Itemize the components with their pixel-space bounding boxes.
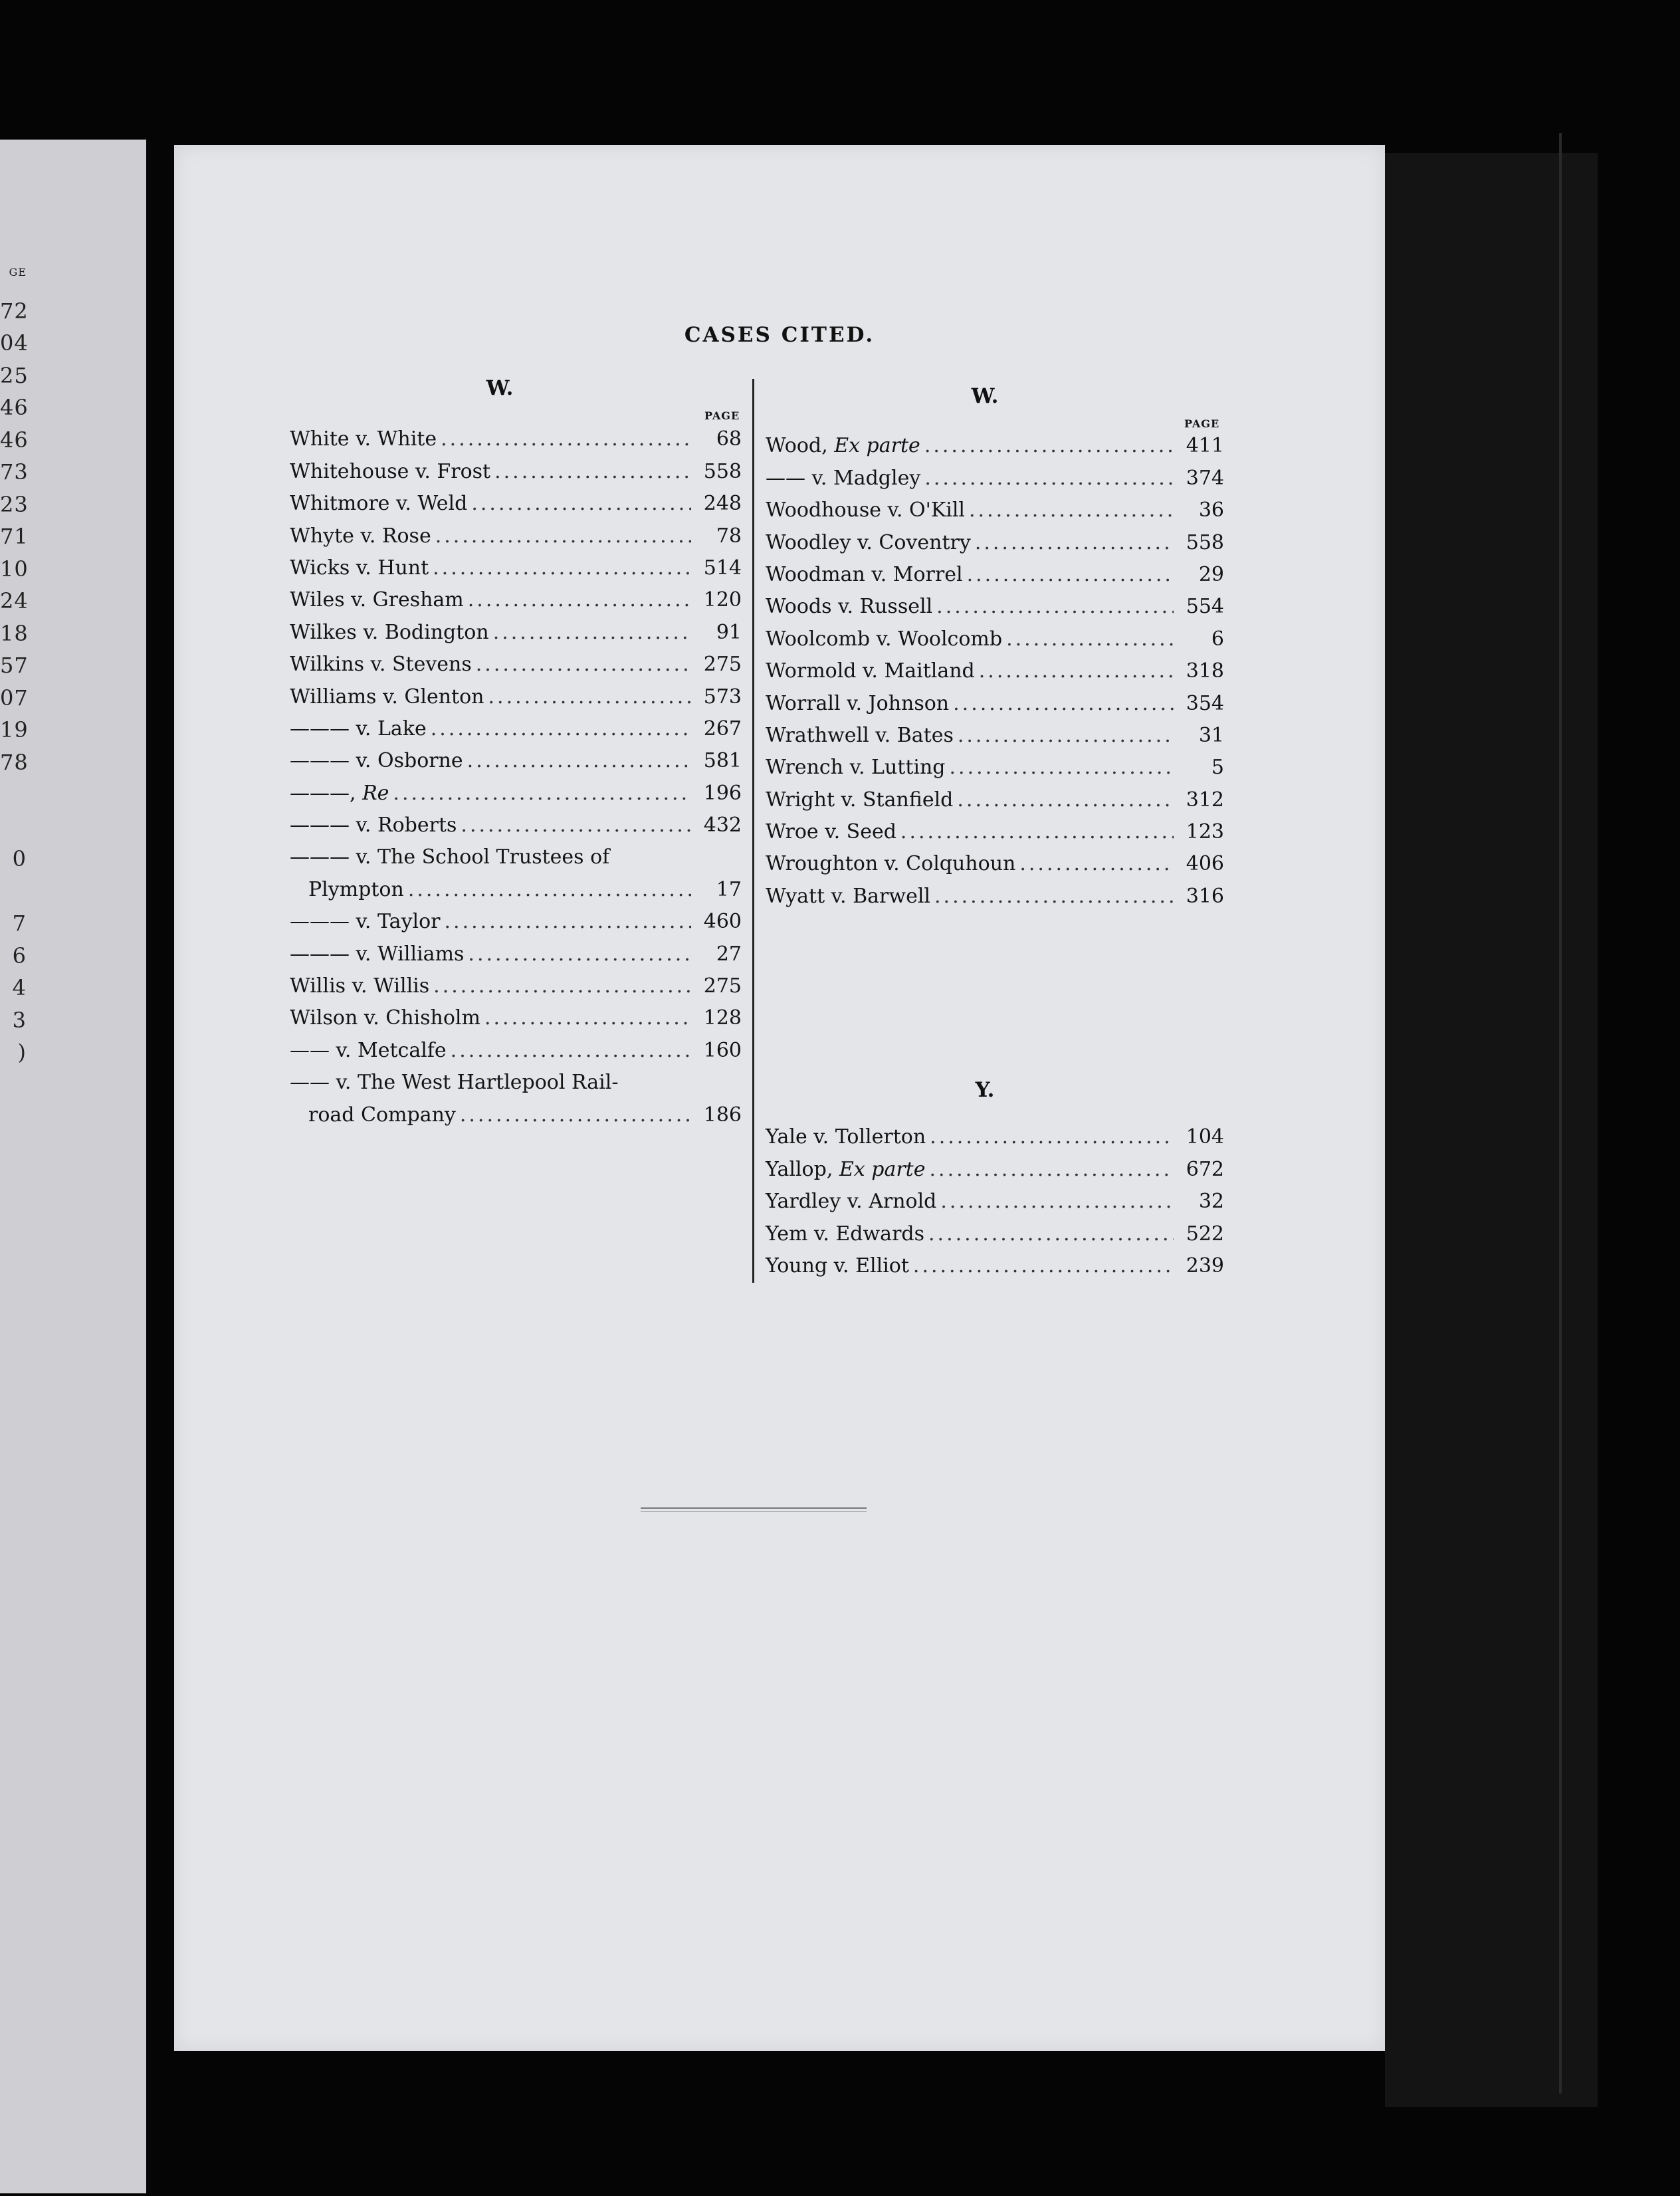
- right-column-entries: [766, 425, 1224, 908]
- case-entry: [290, 740, 742, 772]
- dot-leader: [1019, 854, 1174, 874]
- case-name: [766, 1157, 926, 1181]
- case-name: [766, 1127, 926, 1147]
- case-entry: [766, 1181, 1224, 1213]
- dot-leader: [467, 751, 691, 771]
- page-number: 32: [1198, 1190, 1224, 1214]
- case-entry: [290, 772, 742, 804]
- case-entry: [290, 998, 742, 1030]
- dot-leader: [979, 661, 1174, 681]
- case-name-text: Yallop,: [766, 1157, 839, 1181]
- dot-leader: [934, 887, 1174, 907]
- case-name: [766, 822, 896, 842]
- dot-leader: [930, 1160, 1174, 1180]
- margin-number: 72: [0, 298, 29, 324]
- case-name-text: Plympton: [308, 877, 404, 901]
- case-name: [290, 620, 489, 644]
- dot-leader: [930, 1127, 1174, 1147]
- case-name-text: Wroe v. Seed: [766, 820, 896, 844]
- dot-leader: [433, 976, 691, 996]
- case-entry: [290, 483, 742, 515]
- margin-number: 0: [12, 846, 27, 871]
- case-name: [290, 781, 389, 805]
- case-name: [290, 1038, 447, 1062]
- case-name: [766, 629, 1002, 649]
- margin-number: 6: [12, 942, 27, 968]
- dot-leader: [494, 462, 691, 482]
- page-number: 558: [1186, 530, 1224, 554]
- case-entry: [766, 779, 1224, 811]
- case-name-text: Yardley v. Arnold: [766, 1190, 937, 1214]
- case-name: [766, 723, 954, 747]
- case-name-text: Yem v. Edwards: [766, 1222, 925, 1246]
- case-name-text: Whyte v. Rose: [290, 524, 431, 548]
- case-entry: [290, 515, 742, 547]
- page-number: 248: [703, 492, 742, 516]
- margin-number: 71: [0, 524, 29, 549]
- case-name: [290, 1073, 619, 1093]
- page-number: 186: [703, 1103, 742, 1127]
- page-number: 104: [1186, 1125, 1224, 1149]
- case-entry: [766, 522, 1224, 554]
- case-entry: [290, 644, 742, 676]
- page-number: 29: [1198, 562, 1224, 586]
- case-name: [290, 459, 491, 483]
- margin-number: 3: [12, 1007, 27, 1033]
- case-name-text: Wilson v. Chisholm: [290, 1006, 480, 1030]
- case-name-text: Woodhouse v. O'Kill: [766, 498, 966, 522]
- case-entry: [766, 683, 1224, 714]
- dot-leader: [471, 494, 691, 514]
- case-name: [766, 530, 971, 554]
- case-entry: [766, 1246, 1224, 1277]
- case-entry: [766, 715, 1224, 747]
- page-number: 6: [1211, 627, 1224, 651]
- margin-number: 24: [0, 588, 29, 613]
- page-number: 5: [1211, 756, 1224, 780]
- case-name-text: Williams v. Glenton: [290, 685, 484, 709]
- case-name: [766, 758, 946, 778]
- margin-number: 46: [0, 395, 29, 420]
- dot-leader: [936, 597, 1174, 617]
- margin-number: 18: [0, 620, 29, 646]
- dot-leader: [975, 533, 1174, 553]
- page-number: 31: [1198, 723, 1224, 747]
- case-name-text: Wyatt v. Barwell: [766, 884, 931, 908]
- case-name-italic: Ex parte: [834, 434, 920, 458]
- case-entry: [290, 451, 742, 483]
- case-name-text: ——— v. Lake: [290, 716, 427, 740]
- closing-rule: [641, 1507, 867, 1512]
- case-entry: [290, 580, 742, 611]
- case-entry: [290, 548, 742, 580]
- case-name-text: —— v. Metcalfe: [290, 1038, 447, 1062]
- dot-leader: [1006, 629, 1174, 649]
- page-number: 573: [703, 685, 742, 709]
- case-name: [766, 466, 921, 490]
- case-name-text: Whitehouse v. Frost: [290, 459, 491, 483]
- case-name-text: Wicks v. Hunt: [290, 556, 429, 580]
- page-number: 239: [1186, 1254, 1224, 1277]
- case-entry: [766, 490, 1224, 522]
- case-name-text: —— v. Madgley: [766, 466, 921, 490]
- case-name-text: Yale v. Tollerton: [766, 1125, 926, 1149]
- dot-leader: [468, 590, 691, 610]
- case-name-text: Wrench v. Lutting: [766, 756, 946, 780]
- dot-leader: [967, 565, 1174, 585]
- page-number: 558: [703, 459, 742, 483]
- case-entry: [290, 869, 742, 901]
- case-entry: [766, 747, 1224, 779]
- page-number: 36: [1198, 498, 1224, 522]
- case-name: [766, 691, 950, 715]
- case-name: [290, 429, 437, 449]
- book-page: [174, 145, 1385, 2051]
- page-number: 312: [1186, 788, 1224, 812]
- case-name-text: Woods v. Russell: [766, 595, 933, 619]
- case-name: [290, 716, 427, 740]
- case-name: [290, 1008, 480, 1028]
- right-column-heading: W.: [971, 384, 999, 408]
- dot-leader: [408, 880, 691, 900]
- case-name: [290, 912, 441, 932]
- case-name-text: Wiles v. Gresham: [290, 588, 464, 612]
- case-name-text: ——— v. The School Trustees of: [290, 845, 610, 869]
- dot-leader: [445, 912, 691, 932]
- case-name-text: ——— v. Taylor: [290, 910, 441, 934]
- margin-number: 19: [0, 717, 29, 742]
- case-name-italic: Ex parte: [839, 1157, 926, 1181]
- case-name-text: Wilkes v. Bodington: [290, 620, 489, 644]
- y-section-heading: Y.: [975, 1078, 995, 1102]
- margin-number: 57: [0, 653, 29, 678]
- page-number: 91: [716, 620, 742, 644]
- page-number: 522: [1186, 1222, 1224, 1246]
- case-name-text: road Company: [308, 1103, 456, 1127]
- case-entry: [766, 425, 1224, 457]
- case-name-text: Wroughton v. Colquhoun: [766, 852, 1016, 876]
- case-entry: [766, 586, 1224, 618]
- previous-page-edge: [0, 140, 146, 2193]
- case-entry: [290, 1030, 742, 1061]
- margin-number: ): [17, 1040, 27, 1065]
- margin-number: 7: [12, 911, 27, 936]
- dot-leader: [488, 687, 692, 707]
- case-name: [290, 526, 431, 546]
- margin-number: 07: [0, 685, 29, 711]
- dot-leader: [924, 469, 1174, 489]
- case-entry: [766, 1117, 1224, 1149]
- page-number: 196: [703, 781, 742, 805]
- page-number: 406: [1186, 852, 1224, 876]
- case-name: [290, 847, 609, 867]
- margin-number: 04: [0, 330, 29, 356]
- case-entry: [290, 1062, 742, 1094]
- case-name: [290, 1105, 456, 1125]
- dot-leader: [431, 719, 691, 739]
- case-name: [290, 687, 484, 707]
- dot-leader: [493, 623, 691, 643]
- page-title: CASES CITED.: [684, 323, 875, 347]
- dot-leader: [940, 1192, 1174, 1212]
- case-entry: [290, 837, 742, 869]
- case-name-text: Wilkins v. Stevens: [290, 653, 472, 677]
- case-name-text: Wood,: [766, 434, 835, 458]
- case-name-text: Woodman v. Morrel: [766, 562, 963, 586]
- margin-number: 10: [0, 556, 29, 582]
- left-column-entries: [290, 419, 742, 1127]
- case-name-text: Wrathwell v. Bates: [766, 723, 954, 747]
- case-name: [290, 494, 467, 514]
- case-name-text: Wright v. Stanfield: [766, 788, 954, 812]
- case-name: [766, 436, 920, 456]
- case-entry: [766, 843, 1224, 875]
- case-name: [290, 751, 463, 771]
- case-name: [290, 976, 429, 996]
- case-entry: [290, 419, 742, 451]
- margin-number: 78: [0, 749, 29, 775]
- page-number: 78: [716, 524, 742, 548]
- case-name-text: ——— v. Williams: [290, 942, 465, 966]
- dot-leader: [460, 1105, 691, 1125]
- left-column-heading: W.: [486, 376, 514, 400]
- page-number: 672: [1186, 1157, 1224, 1181]
- case-name: [290, 816, 457, 835]
- case-name: [766, 597, 932, 617]
- case-name-text: Whitmore v. Weld: [290, 492, 468, 516]
- dot-leader: [900, 822, 1174, 842]
- page-number: 275: [703, 653, 742, 677]
- case-name-text: Young v. Elliot: [766, 1254, 909, 1277]
- y-section-entries: [766, 1117, 1224, 1277]
- case-name-italic: Re: [362, 781, 389, 805]
- case-entry: [290, 1094, 742, 1126]
- case-name: [766, 562, 963, 586]
- page-number: 316: [1186, 884, 1224, 908]
- case-entry: [766, 875, 1224, 907]
- dot-leader: [913, 1256, 1174, 1276]
- case-entry: [766, 618, 1224, 650]
- dot-leader: [393, 784, 691, 804]
- case-name: [290, 558, 429, 578]
- case-name: [290, 590, 464, 610]
- case-entry: [766, 1213, 1224, 1245]
- case-entry: [766, 812, 1224, 843]
- dot-leader: [950, 758, 1174, 778]
- page-number: 432: [703, 814, 742, 837]
- case-name-text: Wormold v. Maitland: [766, 659, 975, 683]
- case-entry: [766, 457, 1224, 489]
- case-name-text: —— v. The West Hartlepool Rail-: [290, 1071, 619, 1095]
- dot-leader: [957, 790, 1174, 810]
- case-entry: [290, 676, 742, 708]
- case-name: [766, 1192, 936, 1212]
- page-number: 460: [703, 910, 742, 934]
- dot-leader: [435, 526, 691, 546]
- case-name: [290, 655, 472, 675]
- margin-number: 23: [0, 491, 29, 517]
- case-name: [766, 854, 1015, 874]
- case-entry: [766, 651, 1224, 683]
- case-entry: [290, 966, 742, 998]
- case-name: [766, 790, 953, 810]
- dot-leader: [476, 655, 691, 675]
- case-name: [766, 884, 931, 908]
- case-name: [766, 500, 965, 520]
- case-name: [766, 1224, 924, 1244]
- dot-leader: [468, 944, 691, 964]
- spine-line: [1559, 133, 1562, 2094]
- case-entry: [290, 901, 742, 933]
- dot-leader: [461, 816, 691, 835]
- margin-number: GE: [9, 266, 27, 278]
- case-entry: [290, 611, 742, 643]
- case-entry: [766, 1149, 1224, 1180]
- right-page-label: PAGE: [1184, 417, 1220, 430]
- dot-leader: [928, 1224, 1174, 1244]
- page-number: 128: [703, 1006, 742, 1030]
- page-number: 267: [703, 716, 742, 740]
- page-number: 581: [703, 749, 742, 773]
- case-name-text: ——— v. Osborne: [290, 749, 463, 773]
- left-page-label: PAGE: [704, 409, 740, 422]
- page-number: 374: [1186, 466, 1224, 490]
- page-number: 318: [1186, 659, 1224, 683]
- case-name: [290, 877, 404, 901]
- case-name-text: Willis v. Willis: [290, 974, 430, 998]
- page-number: 514: [703, 556, 742, 580]
- margin-number: 25: [0, 362, 29, 388]
- dot-leader: [484, 1008, 691, 1028]
- dot-leader: [953, 694, 1174, 714]
- page-number: 17: [716, 877, 742, 901]
- book-spine-shadow: [1385, 153, 1598, 2107]
- margin-number: 46: [0, 427, 29, 453]
- dot-leader: [969, 500, 1174, 520]
- page-number: 275: [703, 974, 742, 998]
- page-number: 27: [716, 942, 742, 966]
- page-number: 354: [1186, 691, 1224, 715]
- dot-leader: [433, 558, 691, 578]
- case-name-text: White v. White: [290, 427, 437, 451]
- dot-leader: [924, 436, 1174, 456]
- case-entry: [766, 554, 1224, 586]
- case-name-text: ——— v. Roberts: [290, 814, 457, 837]
- margin-number: 73: [0, 459, 29, 485]
- case-entry: [290, 933, 742, 965]
- margin-number: 4: [12, 975, 27, 1000]
- dot-leader: [451, 1041, 691, 1061]
- dot-leader: [958, 726, 1174, 746]
- case-name: [766, 661, 975, 681]
- page-number: 120: [703, 588, 742, 612]
- case-name: [290, 944, 464, 964]
- page-number: 554: [1186, 595, 1224, 619]
- case-name-text: Woolcomb v. Woolcomb: [766, 627, 1003, 651]
- case-name-text: ———,: [290, 781, 363, 805]
- page-number: 123: [1186, 820, 1224, 844]
- case-name: [766, 1256, 909, 1276]
- column-divider: [752, 379, 754, 1283]
- case-name-text: Woodley v. Coventry: [766, 530, 971, 554]
- case-entry: [290, 805, 742, 837]
- case-entry: [290, 709, 742, 740]
- page-number: 411: [1186, 434, 1224, 458]
- page-number: 160: [703, 1038, 742, 1062]
- dot-leader: [441, 429, 691, 449]
- page-number: 68: [716, 427, 742, 451]
- case-name-text: Worrall v. Johnson: [766, 691, 950, 715]
